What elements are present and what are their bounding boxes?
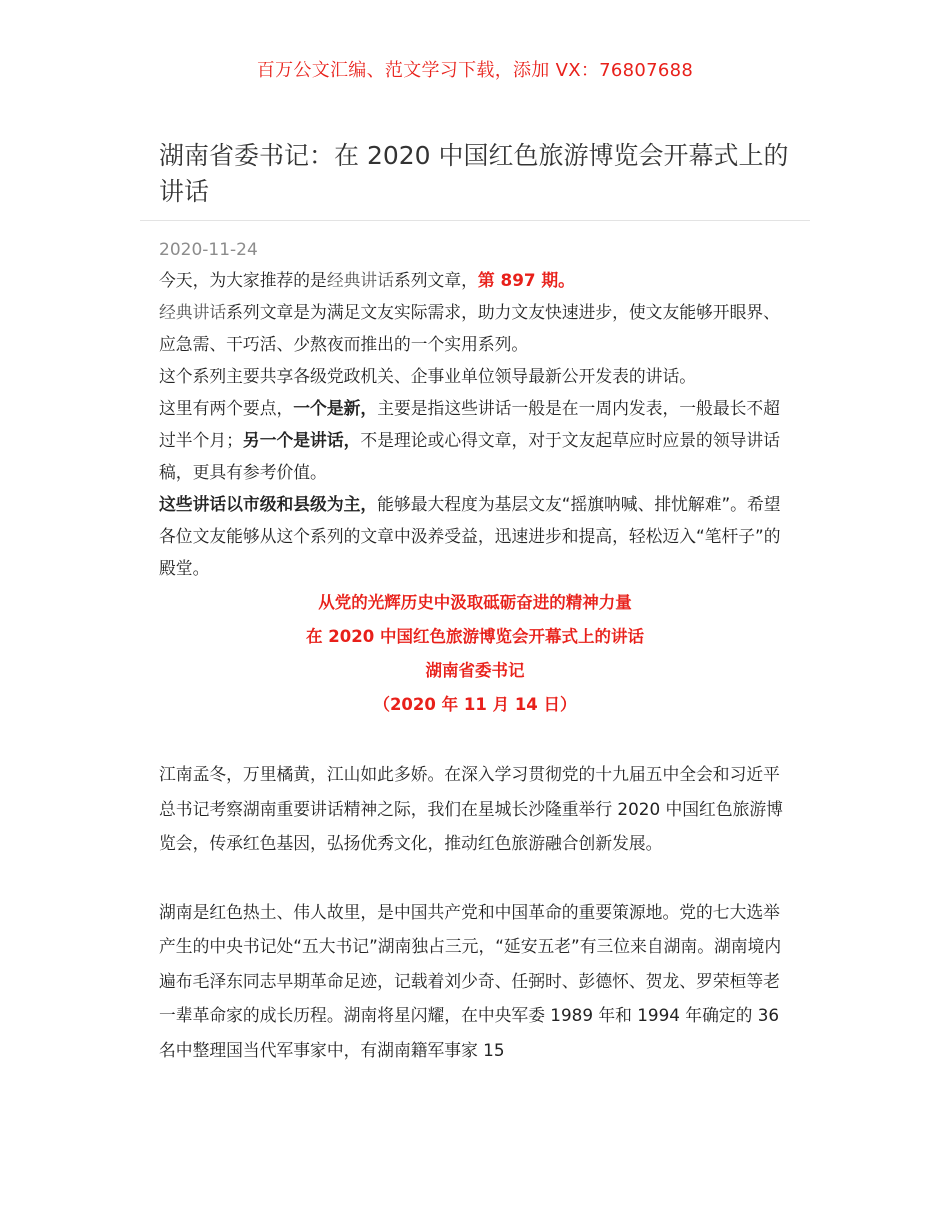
intro-paragraph-5 <box>159 488 795 584</box>
intro-text: 系列文章是为满足文友实际需求，助力文友快速进步，使文友能够开眼界、应急需、干巧活、少熬夜而推出的一个实用系列。 <box>159 302 780 354</box>
intro-paragraph-1 <box>159 264 795 296</box>
intro-paragraph-4 <box>159 392 795 488</box>
key-point-1: 一个是新， <box>293 398 378 418</box>
intro-text: 系列文章， <box>393 270 478 290</box>
body-paragraph-2: 湖南是红色热土、伟人故里，是中国共产党和中国革命的重要策源地。党的七大选举产生的中央书记处“五大书记”湖南独占三元，“延安五老”有三位来自湖南。湖南境内遍布毛泽东同志早期革命足迹，记载着刘少奇、任弼时、彭德怀、贺龙、罗荣桓等老一辈革命家的成长历程。湖南将星闪耀，在中央军委 1989 年和 1994 年确定的 36 名中整理国当代军事家中，有湖南籍军事家 15 <box>159 901 782 1060</box>
speech-heading <box>0 586 950 722</box>
intro-paragraph-2 <box>159 296 795 360</box>
intro-text: 这里有两个要点， <box>159 398 294 418</box>
speech-body <box>159 757 795 1101</box>
key-point-3: 这些讲话以市级和县级为主， <box>159 494 378 514</box>
intro-text: 今天，为大家推荐的是 <box>159 270 327 290</box>
issue-number: 第 897 期。 <box>477 270 575 290</box>
title-divider <box>140 220 810 221</box>
speech-occasion: 在 2020 中国红色旅游博览会开幕式上的讲话 <box>306 627 644 646</box>
intro-text: 不是理论或心得文章，对于文友起草应时应景的领导讲话稿，更具有参考价值。 <box>159 430 780 482</box>
speech-main-title: 从党的光辉历史中汲取砥砺奋进的精神力量 <box>318 593 632 612</box>
intro-text: 主要是指这些讲话一般是在一周内发表，一般最长不超过半个月； <box>159 398 780 450</box>
body-paragraph-1: 江南孟冬，万里橘黄，江山如此多娇。在深入学习贯彻党的十九届五中全会和习近平总书记考察湖南重要讲话精神之际，我们在星城长沙隆重举行 2020 中国红色旅游博览会，传承红色基因，弘扬优秀文化，推动红色旅游融合创新发展。 <box>159 764 783 853</box>
series-name: 经典讲话 <box>326 270 394 290</box>
speaker: 湖南省委书记 <box>425 661 525 680</box>
publish-date: 2020-11-24 <box>159 240 258 260</box>
download-banner: 百万公文汇编、范文学习下载，添加 VX：76807688 <box>256 60 694 81</box>
speech-date: （2020 年 11 月 14 日） <box>373 695 577 714</box>
series-name: 经典讲话 <box>159 302 227 322</box>
intro-paragraph-3: 这个系列主要共享各级党政机关、企事业单位领导最新公开发表的讲话。 <box>159 366 697 386</box>
article-title: 湖南省委书记：在 2020 中国红色旅游博览会开幕式上的讲话 <box>159 141 789 206</box>
intro-text: 能够最大程度为基层文友“摇旗呐喊、排忧解难”。希望各位文友能够从这个系列的文章中汲养受益，迅速进步和提高，轻松迈入“笔杆子”的殿堂。 <box>159 494 781 578</box>
key-point-2: 另一个是讲话， <box>242 430 361 450</box>
intro-section <box>159 264 795 584</box>
